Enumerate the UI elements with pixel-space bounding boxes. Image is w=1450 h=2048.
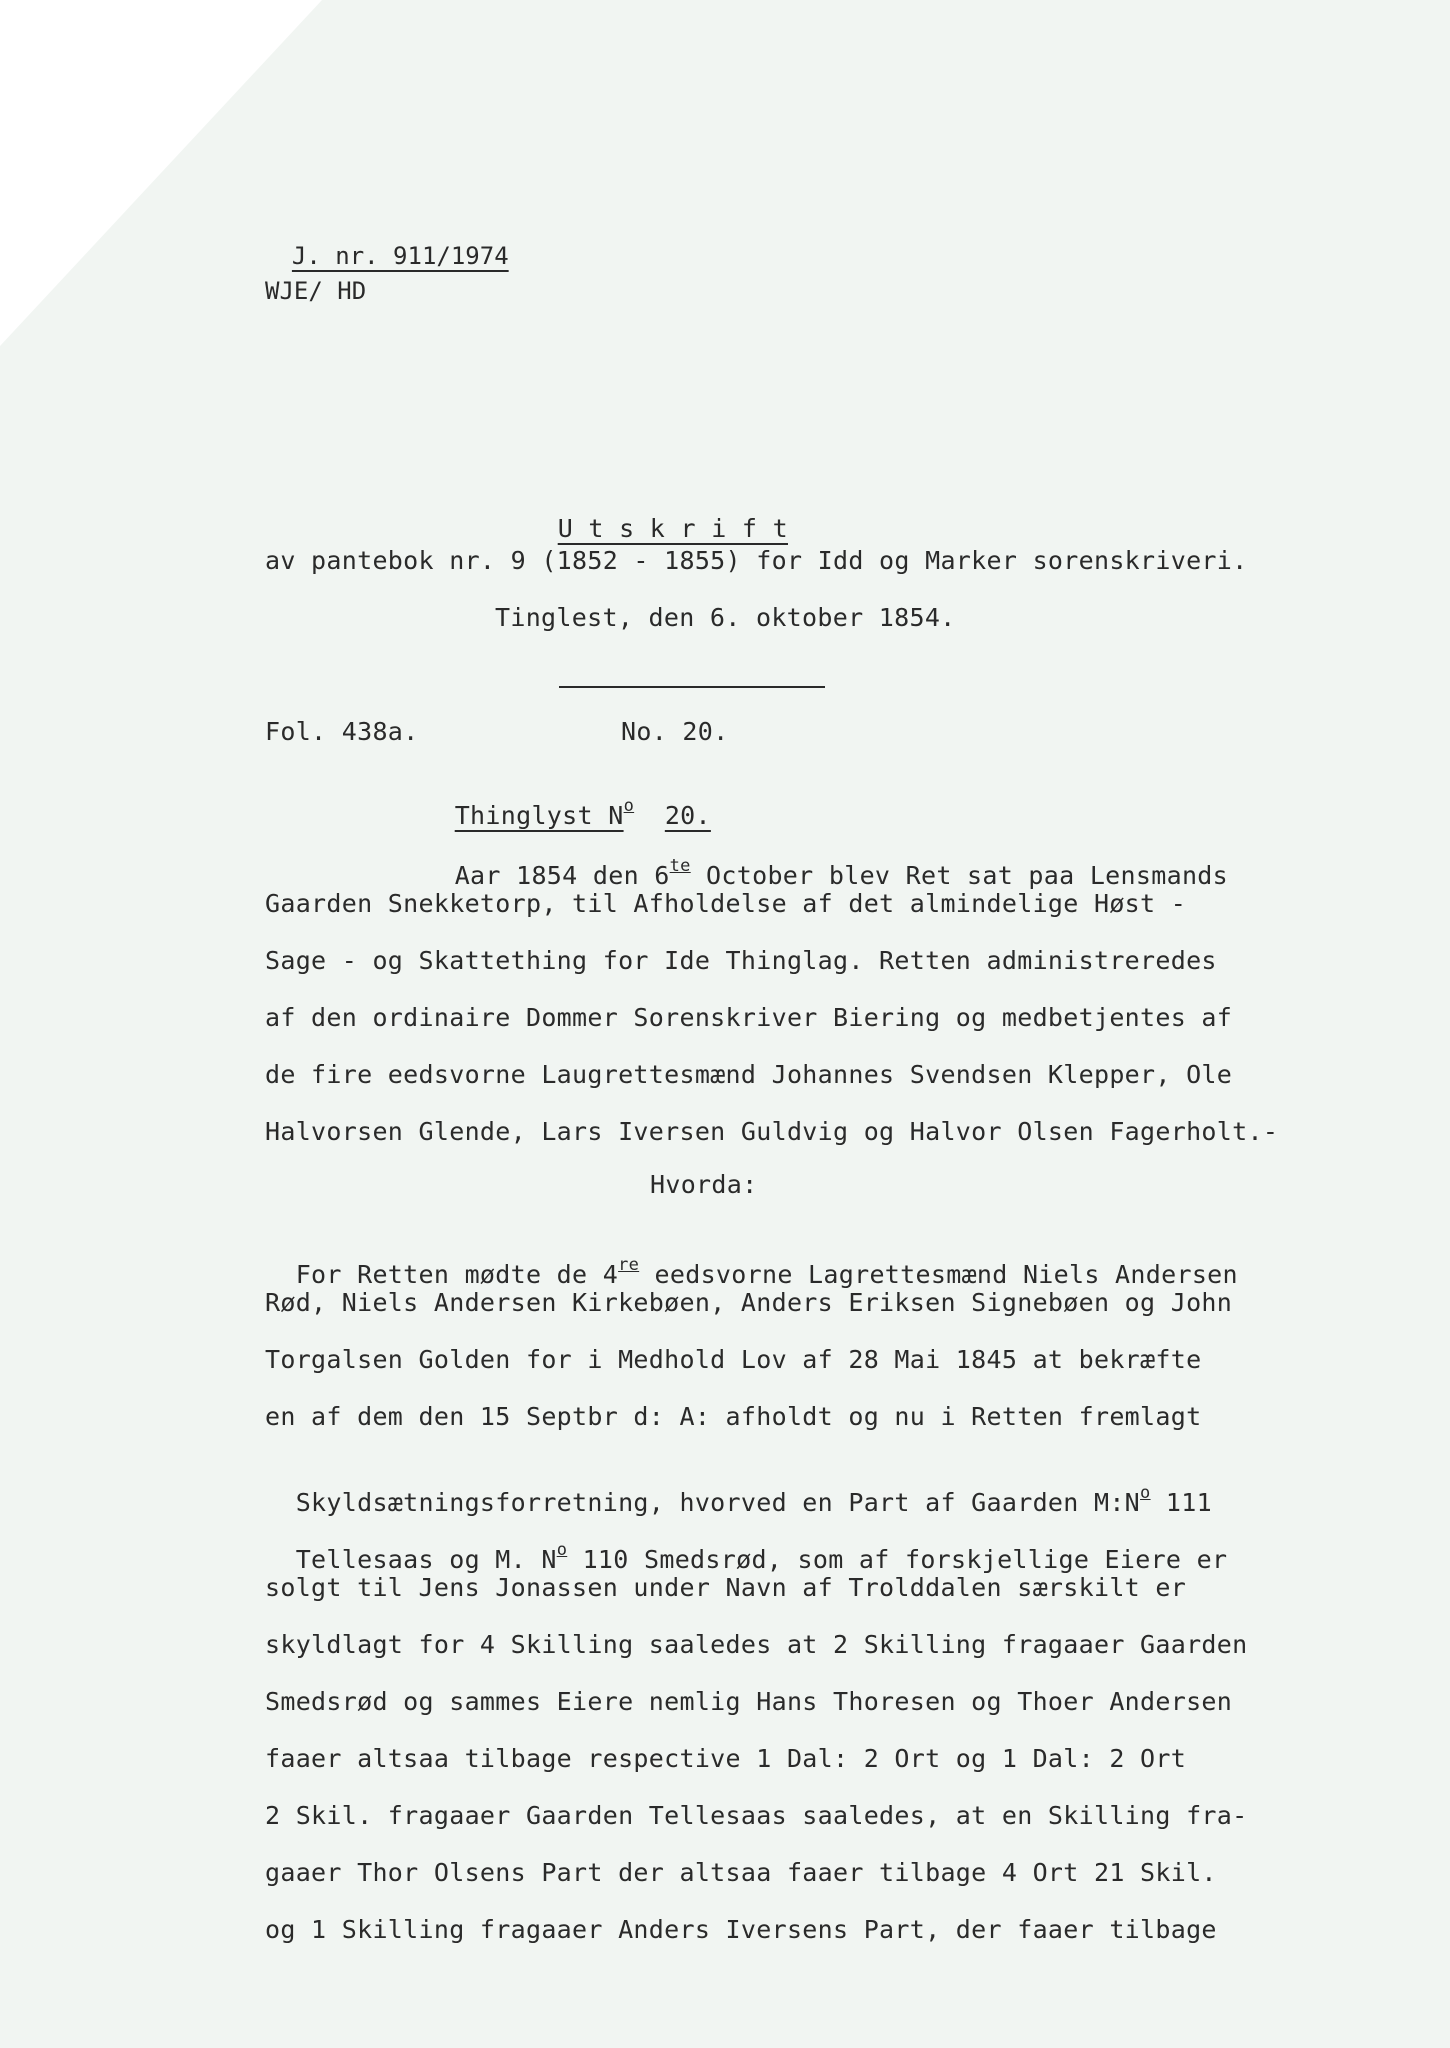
registration-date: Tinglest, den 6. oktober 1854. [495,603,956,632]
body-line-19: gaaer Thor Olsens Part der altsaa faaer tilbage 4 Ort 21 Skil. [265,1858,1217,1887]
body-line-5: de fire eedsvorne Laugrettesmænd Johannes Svendsen Klepper, Ole [265,1060,1233,1089]
body-line-12-sup: o [1140,1483,1151,1503]
body-line-10: Torgalsen Golden for i Medhold Lov af 28 Mai 1845 at bekræfte [265,1345,1202,1374]
document-title-text: U t s k r i f t [557,514,788,543]
thinglyst-sup: o [623,796,635,816]
body-line-8-b: eedsvorne Lagrettesmænd Niels Andersen [639,1260,1238,1289]
folio-number: Fol. 438a. [265,717,419,746]
body-line-8-a: For Retten mødte de 4 [295,1260,619,1289]
body-line-9: Rød, Niels Andersen Kirkebøen, Anders Eriksen Signebøen og John [265,1288,1233,1317]
body-line-12-b: 111 [1150,1488,1212,1517]
journal-number [263,214,509,270]
body-line-1-sup: te [669,856,691,876]
body-line-4: af den ordinaire Dommer Sorenskriver Biering og medbetjentes af [265,1003,1233,1032]
body-line-14: solgt til Jens Jonassen under Navn af Trolddalen særskilt er [265,1573,1187,1602]
divider-rule [559,686,825,688]
body-line-3: Sage - og Skattething for Ide Thinglag. Retten administreredes [265,946,1217,975]
document-subtitle: av pantebok nr. 9 (1852 - 1855) for Idd og Marker sorenskriveri. [265,546,1248,575]
body-line-6: Halvorsen Glende, Lars Iversen Guldvig og Halvor Olsen Fagerholt.- [265,1117,1279,1146]
journal-number-text: J. nr. 911/1974 [291,242,509,270]
body-line-18: 2 Skil. fragaaer Gaarden Tellesaas saaledes, at en Skilling fra- [265,1801,1248,1830]
body-line-13 [265,1516,1227,1574]
body-line-13-a: Tellesaas og M. N [295,1545,557,1574]
body-line-20: og 1 Skilling fragaaer Anders Iversens Part, der faaer tilbage [265,1915,1217,1944]
body-line-1-b: October blev Ret sat paa Lensmands [690,861,1228,890]
body-line-13-b: 110 Smedsrød, som af forskjellige Eiere er [567,1545,1228,1574]
body-line-17: faaer altsaa tilbage respective 1 Dal: 2 Ort og 1 Dal: 2 Ort [265,1744,1187,1773]
thinglyst-heading [424,772,711,830]
body-line-8 [265,1231,1238,1289]
body-line-7: Hvorda: [650,1170,758,1199]
body-line-12-a: Skyldsætningsforretning, hvorved en Part af Gaarden M:N [295,1488,1141,1517]
entry-number: No. 20. [621,717,729,746]
thinglyst-prefix: Thinglyst N [454,801,624,830]
body-line-12 [265,1459,1212,1517]
body-line-13-sup: o [556,1540,568,1560]
body-line-1-a: Aar 1854 den 6 [454,861,670,890]
body-line-16: Smedsrød og sammes Eiere nemlig Hans Thoresen og Thoer Andersen [265,1687,1233,1716]
thinglyst-number: 20. [664,801,711,830]
document-title [527,485,788,543]
body-line-2: Gaarden Snekketorp, til Afholdelse af det almindelige Høst - [265,889,1187,918]
body-line-11: en af dem den 15 Septbr d: A: afholdt og nu i Retten fremlagt [265,1402,1202,1431]
body-line-1 [424,832,1228,890]
initials: WJE/ HD [265,277,367,305]
body-line-8-sup: re [618,1255,640,1275]
body-line-15: skyldlagt for 4 Skilling saaledes at 2 Skilling fragaaer Gaarden [265,1630,1248,1659]
